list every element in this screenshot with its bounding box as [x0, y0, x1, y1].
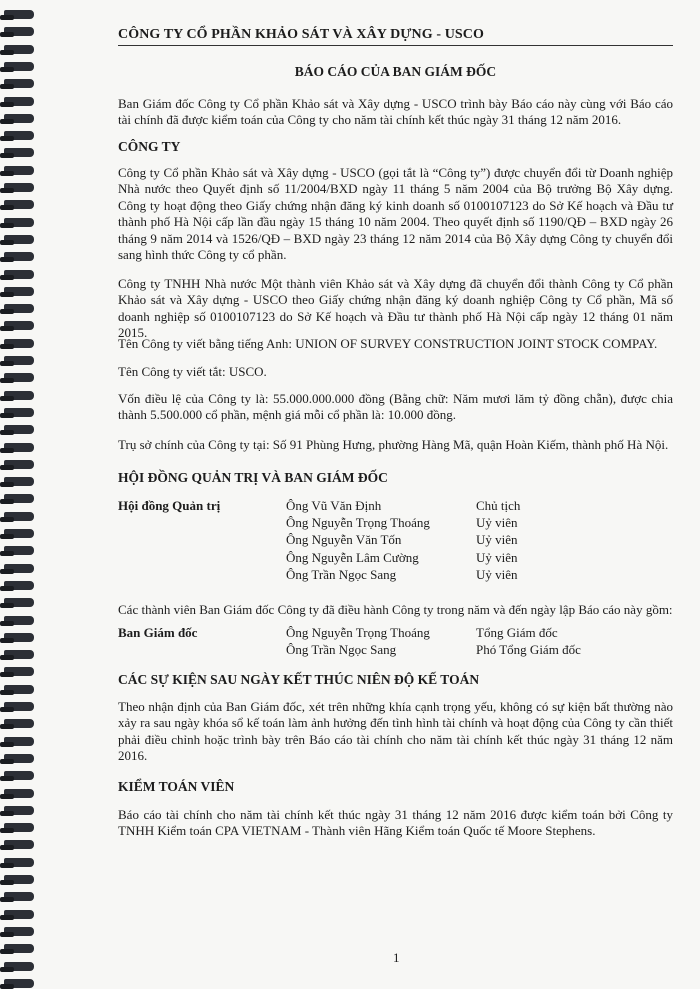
management-row	[118, 625, 673, 642]
company-paragraph-1: Công ty Cổ phần Khảo sát và Xây dựng - USCO (gọi tắt là “Công ty”) được chuyển đổi từ Doanh nghiệp Nhà nước theo Quyết định số 11/2004/BXD ngày 11 tháng 5 năm 2004 của Bộ trưởng Bộ Xây dựng. Công ty hoạt động theo Giấy chứng nhận đăng ký kinh doanh số 0100107123 do Sở Kế hoạch và Đầu tư thành phố Hà Nội cấp lần đầu ngày 15 tháng 10 năm 2004. Theo quyết định số 1190/QĐ – BXD ngày 26 tháng 9 năm 2014 và 1526/QĐ – BXD ngày 23 tháng 12 năm 2014 của Bộ Xây dựng Công ty chuyển đổi sang hình thức Công ty cổ phần.	[118, 165, 673, 263]
board-heading: HỘI ĐỒNG QUẢN TRỊ VÀ BAN GIÁM ĐỐC	[118, 470, 388, 485]
binding-ring	[4, 650, 34, 659]
binding-ring	[4, 391, 34, 400]
events-heading: CÁC SỰ KIỆN SAU NGÀY KẾT THÚC NIÊN ĐỘ KẾ TOÁN	[118, 672, 480, 687]
member-name: Ông Nguyễn Trọng Thoáng	[286, 625, 430, 640]
binding-ring	[4, 685, 34, 694]
member-role: Tổng Giám đốc	[476, 625, 558, 640]
binding-ring	[4, 356, 34, 365]
board-row	[118, 550, 673, 567]
binding-ring	[4, 840, 34, 849]
binding-ring	[4, 27, 34, 36]
binding-ring	[4, 546, 34, 555]
binding-ring	[4, 131, 34, 140]
binding-ring	[4, 875, 34, 884]
binding-ring	[4, 252, 34, 261]
member-role: Uỷ viên	[476, 567, 518, 582]
binding-ring	[4, 702, 34, 711]
member-name: Ông Trần Ngọc Sang	[286, 642, 397, 657]
company-header: CÔNG TY CỔ PHẦN KHẢO SÁT VÀ XÂY DỰNG - USCO	[118, 27, 673, 46]
member-role: Uỷ viên	[476, 515, 518, 530]
binding-ring	[4, 806, 34, 815]
auditor-paragraph: Báo cáo tài chính cho năm tài chính kết thúc ngày 31 tháng 12 năm 2016 được kiểm toán bởi Công ty TNHH Kiểm toán CPA VIETNAM - Thành viên Hãng Kiểm toán Quốc tế Moore Stephens.	[118, 807, 673, 839]
report-title: BÁO CÁO CỦA BAN GIÁM ĐỐC	[294, 64, 497, 79]
binding-ring	[4, 339, 34, 348]
member-name: Ông Nguyễn Lâm Cường	[286, 550, 419, 565]
auditor-heading: KIỂM TOÁN VIÊN	[118, 779, 235, 794]
intro-paragraph: Ban Giám đốc Công ty Cổ phần Khảo sát và Xây dựng - USCO trình bày Báo cáo này cùng với Báo cáo tài chính đã được kiểm toán của Công ty cho năm tài chính kết thúc ngày 31 tháng 12 năm 2016.	[118, 96, 673, 128]
binding-ring	[4, 598, 34, 607]
binding-ring	[4, 460, 34, 469]
binding-ring	[4, 183, 34, 192]
management-intro: Các thành viên Ban Giám đốc Công ty đã điều hành Công ty trong năm và đến ngày lập Báo cáo này gồm:	[118, 602, 673, 617]
head-office: Trụ sở chính của Công ty tại: Số 91 Phùng Hưng, phường Hàng Mã, quận Hoàn Kiếm, thành phố Hà Nội.	[118, 437, 669, 452]
binding-ring	[4, 737, 34, 746]
binding-ring	[4, 235, 34, 244]
binding-ring	[4, 477, 34, 486]
binding-ring	[4, 719, 34, 728]
binding-ring	[4, 218, 34, 227]
page-number: 1	[393, 950, 400, 965]
binding-ring	[4, 10, 34, 19]
member-role: Uỷ viên	[476, 532, 518, 547]
binding-ring	[4, 754, 34, 763]
binding-ring	[4, 892, 34, 901]
binding-ring	[4, 373, 34, 382]
binding-ring	[4, 616, 34, 625]
binding-ring	[4, 494, 34, 503]
company-paragraph-2: Công ty TNHH Nhà nước Một thành viên Khảo sát và Xây dựng đã chuyển đổi thành Công ty Cổ phần Khảo sát và Xây dựng - USCO theo Giấy chứng nhận đăng ký doanh nghiệp Công ty Cổ phần, Mã số doanh nghiệp số 0100107123 do Sở Kế hoạch và Đầu tư thành phố Hà Nội cấp ngày 12 tháng 01 năm 2015.	[118, 276, 673, 341]
binding-ring	[4, 79, 34, 88]
member-role: Phó Tổng Giám đốc	[476, 642, 581, 657]
binding-ring	[4, 789, 34, 798]
binding-ring	[4, 944, 34, 953]
binding-ring	[4, 581, 34, 590]
member-name: Ông Trần Ngọc Sang	[286, 567, 397, 582]
company-heading: CÔNG TY	[118, 139, 181, 154]
binding-ring	[4, 97, 34, 106]
binding-ring	[4, 823, 34, 832]
member-name: Ông Nguyễn Trọng Thoáng	[286, 515, 430, 530]
binding-ring	[4, 200, 34, 209]
binding-ring	[4, 858, 34, 867]
binding-ring	[4, 927, 34, 936]
spiral-binding	[0, 0, 44, 989]
management-row	[118, 642, 673, 659]
member-name: Ông Nguyễn Văn Tốn	[286, 532, 402, 547]
bod-label: Hội đồng Quản trị	[118, 498, 221, 513]
binding-ring	[4, 979, 34, 988]
binding-ring	[4, 408, 34, 417]
binding-ring	[4, 166, 34, 175]
binding-ring	[4, 321, 34, 330]
binding-ring	[4, 425, 34, 434]
binding-ring	[4, 304, 34, 313]
board-row	[118, 515, 673, 532]
binding-ring	[4, 287, 34, 296]
charter-capital: Vốn điều lệ của Công ty là: 55.000.000.000 đồng (Bằng chữ: Năm mươi lăm tỷ đồng chẵn), được chia thành 5.500.000 cổ phần, mệnh giá mỗi cổ phần là: 10.000 đồng.	[118, 391, 673, 423]
member-role: Chủ tịch	[476, 498, 521, 513]
binding-ring	[4, 512, 34, 521]
binding-ring	[4, 529, 34, 538]
binding-ring	[4, 45, 34, 54]
binding-ring	[4, 148, 34, 157]
mgmt-label: Ban Giám đốc	[118, 625, 198, 640]
member-name: Ông Vũ Văn Định	[286, 498, 382, 513]
board-row	[118, 567, 673, 584]
binding-ring	[4, 667, 34, 676]
board-row	[118, 498, 673, 515]
company-short-name: Tên Công ty viết tắt: USCO.	[118, 364, 267, 379]
binding-ring	[4, 114, 34, 123]
board-row	[118, 532, 673, 549]
binding-ring	[4, 633, 34, 642]
binding-ring	[4, 910, 34, 919]
binding-ring	[4, 443, 34, 452]
member-role: Uỷ viên	[476, 550, 518, 565]
binding-ring	[4, 962, 34, 971]
events-paragraph: Theo nhận định của Ban Giám đốc, xét trên những khía cạnh trọng yếu, không có sự kiện bất thường nào xảy ra sau ngày khóa sổ kế toán làm ảnh hưởng đến tình hình tài chính và hoạt động của Công ty cần thiết phải điều chỉnh hoặc trình bày trên Báo cáo tài chính cho năm tài chính kết thúc ngày 31 tháng 12 năm 2016.	[118, 699, 673, 764]
company-english-name: Tên Công ty viết bằng tiếng Anh: UNION OF SURVEY CONSTRUCTION JOINT STOCK COMPAY.	[118, 336, 658, 351]
binding-ring	[4, 62, 34, 71]
binding-ring	[4, 771, 34, 780]
binding-ring	[4, 564, 34, 573]
binding-ring	[4, 270, 34, 279]
